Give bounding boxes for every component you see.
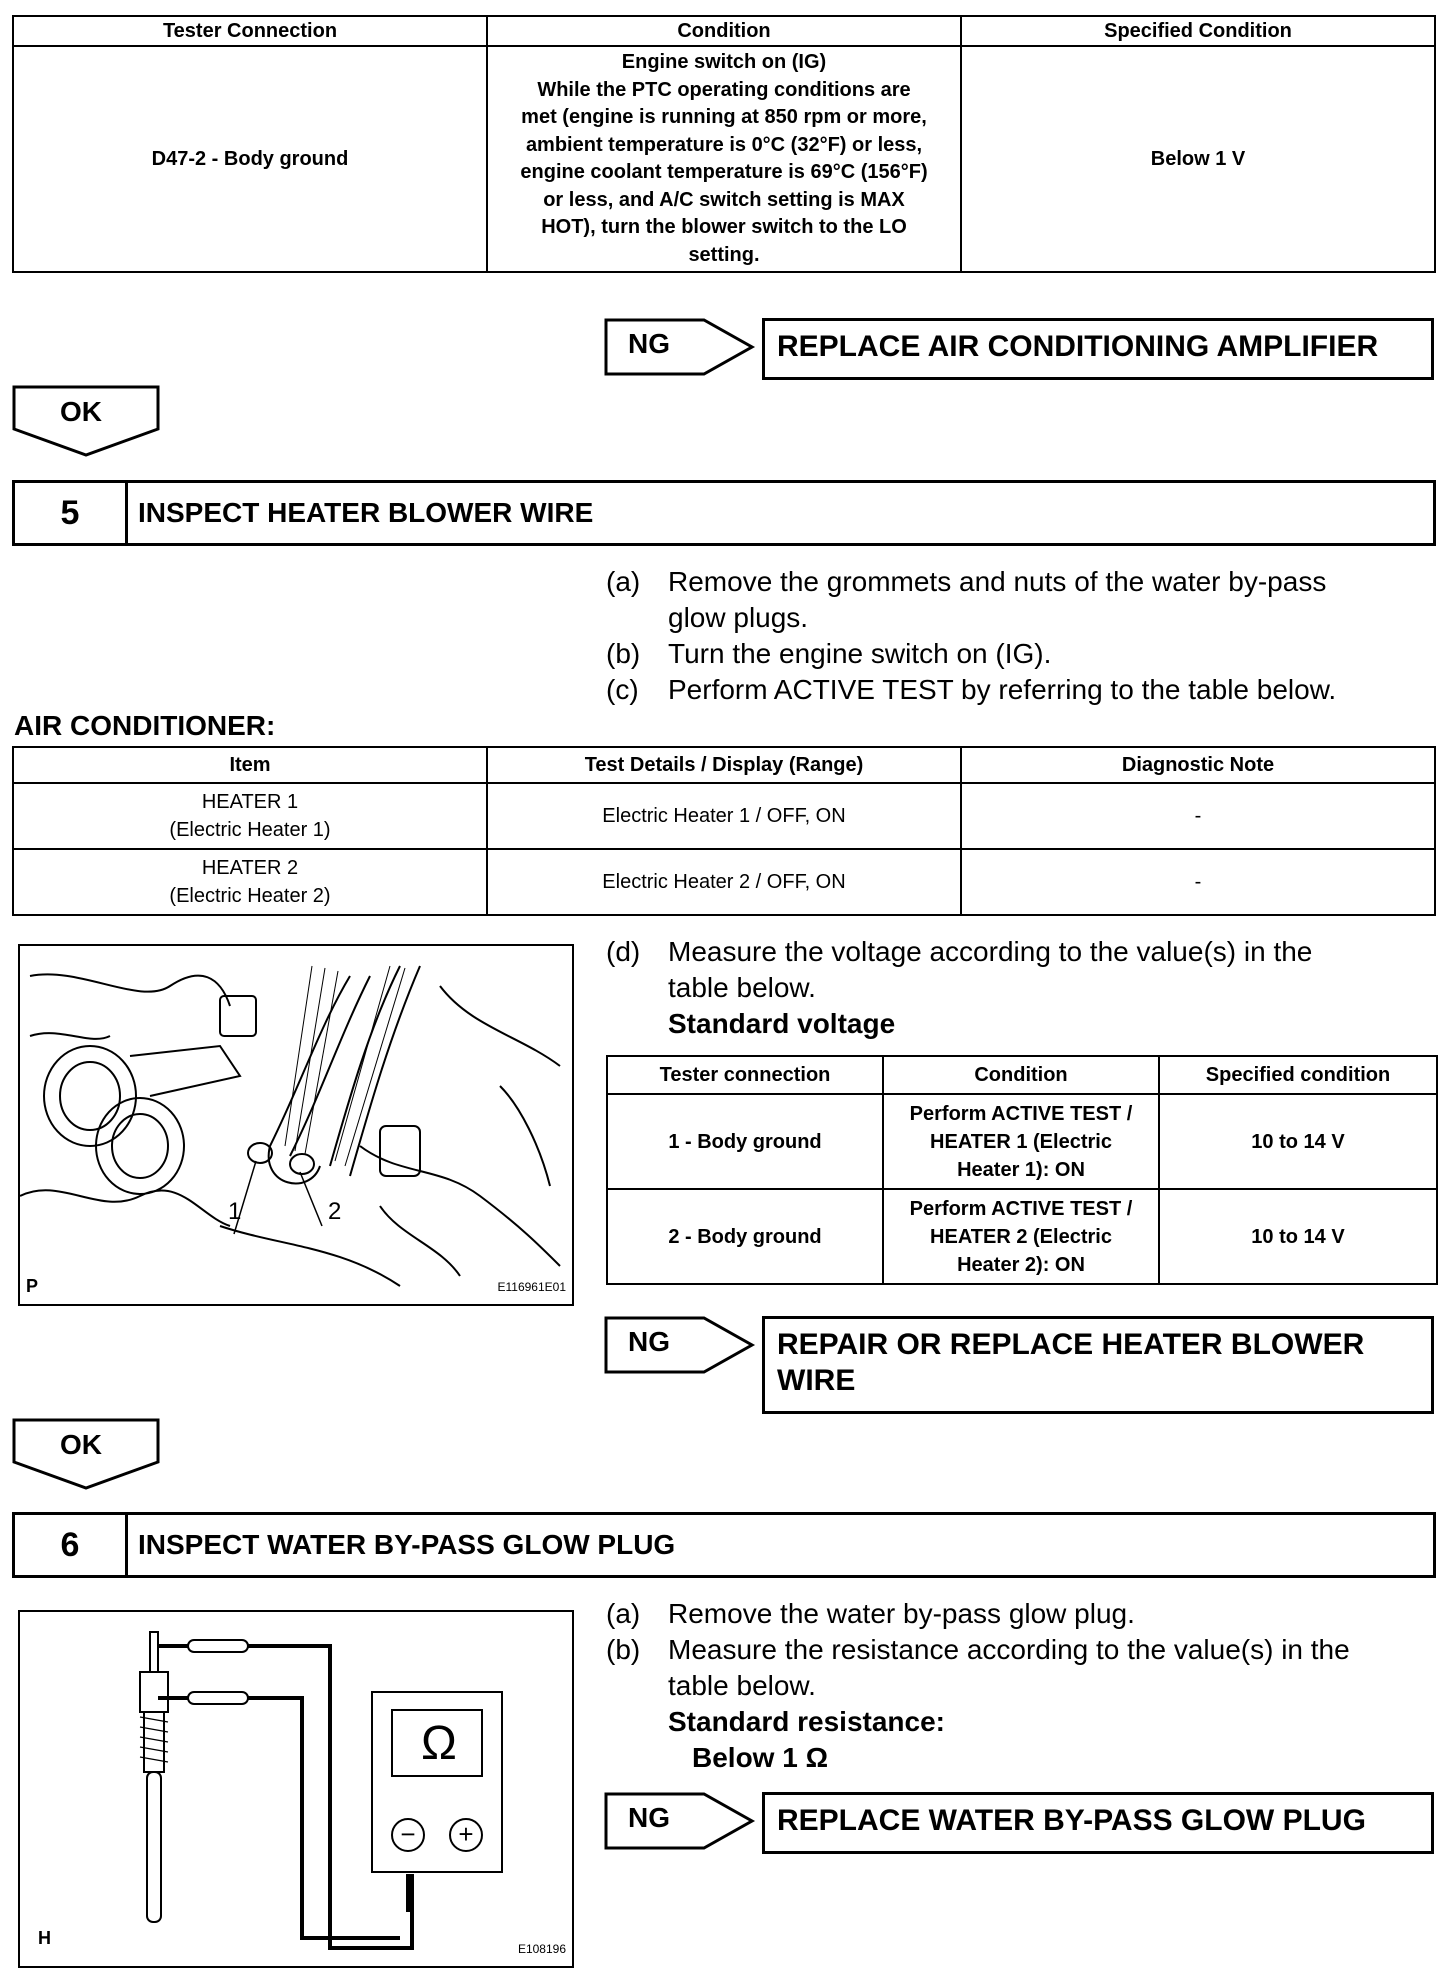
step-text: Measure the resistance according to the value(s) in the [668,1634,1350,1665]
ng-action-line: WIRE [777,1364,856,1397]
col-header: Tester Connection [13,16,487,46]
active-test-table [12,746,1436,916]
step-5-header [12,480,1436,546]
ohmmeter-illustration [20,1612,572,1966]
ok-label: OK [60,396,102,427]
ok-label: OK [60,1429,102,1460]
ng-arrow [604,1792,756,1850]
specified-condition: 10 to 14 V [1159,1094,1437,1189]
col-header: Test Details / Display (Range) [487,747,961,783]
callout-1: 1 [228,1198,242,1225]
item-cell [13,783,487,849]
ac-heading: AIR CONDITIONER: [14,710,276,741]
ng-action-line: REPAIR OR REPLACE HEATER BLOWER [777,1328,1365,1361]
step-label: (b) [606,1634,641,1665]
condition-line: Perform ACTIVE TEST / [909,1102,1133,1125]
step-title: INSPECT WATER BY-PASS GLOW PLUG [138,1529,676,1560]
ng-label: NG [628,328,670,359]
figure-letter: H [38,1928,51,1948]
step-5-d [606,934,1436,1042]
condition-line: met (engine is running at 850 rpm or more, [521,106,927,128]
tester-connection: 2 - Body ground [607,1189,883,1284]
standard-value: Below 1 Ω [692,1742,829,1773]
details-cell: Electric Heater 1 / OFF, ON [487,783,961,849]
step-6-header [12,1512,1436,1578]
ng-arrow [604,1316,756,1374]
condition-line: engine coolant temperature is 69°C (156°F) [520,161,928,183]
condition-line: While the PTC operating conditions are [537,78,911,101]
condition-cell [883,1189,1159,1284]
condition-line: Heater 1): ON [957,1158,1085,1181]
callout-2: 2 [328,1198,342,1225]
step-text: Remove the water by-pass glow plug. [668,1598,1135,1629]
standard-label: Standard voltage [668,1008,896,1039]
ohm-symbol: Ω [421,1717,457,1770]
figure-letter: P [26,1276,39,1296]
ng-arrow [604,318,756,376]
step-label: (a) [606,566,641,597]
step-text: Perform ACTIVE TEST by referring to the table below. [668,674,1337,705]
step-label: (d) [606,936,641,967]
ng-action-box [762,1316,1434,1414]
item-line: HEATER 2 [201,857,299,879]
ng-label: NG [628,1802,670,1833]
glow-plug-figure [18,1610,574,1968]
standard-label: Standard resistance: [668,1706,945,1737]
specified-condition: 10 to 14 V [1159,1189,1437,1284]
step-6-instructions [606,1596,1436,1776]
step-label: (a) [606,1598,641,1629]
details-cell: Electric Heater 2 / OFF, ON [487,849,961,915]
step-text: Turn the engine switch on (IG). [668,638,1052,669]
step-5-instructions [606,564,1436,708]
condition-line: or less, and A/C switch setting is MAX [543,188,905,211]
condition-line: HEATER 2 (Electric [930,1225,1112,1248]
figure-id: E108196 [517,1942,566,1956]
col-header: Tester connection [607,1056,883,1094]
step-text: table below. [668,972,816,1003]
step-text: glow plugs. [668,602,809,633]
heater-wire-figure [18,944,574,1306]
figure-id: E116961E01 [497,1280,566,1294]
ng-action-box: REPLACE AIR CONDITIONING AMPLIFIER [762,318,1434,380]
tester-connection: 1 - Body ground [607,1094,883,1189]
condition-line: setting. [688,243,760,266]
condition-line: ambient temperature is 0°C (32°F) or less, [525,133,923,156]
item-line: HEATER 1 [201,791,299,813]
step-text: Remove the grommets and nuts of the water by-pass [668,566,1327,597]
condition-cell [487,46,961,272]
condition-line: Perform ACTIVE TEST / [909,1197,1133,1220]
tester-table [12,15,1436,273]
ng-label: NG [628,1326,670,1357]
condition-line: HEATER 1 (Electric [930,1130,1112,1153]
condition-cell [883,1094,1159,1189]
col-header: Condition [883,1056,1159,1094]
item-line: (Electric Heater 1) [169,819,331,841]
col-header: Specified Condition [961,16,1435,46]
col-header: Item [13,747,487,783]
step-title: INSPECT HEATER BLOWER WIRE [138,497,594,528]
note-cell: - [961,783,1435,849]
condition-line: HOT), turn the blower switch to the LO [541,216,907,238]
item-line: (Electric Heater 2) [169,885,331,907]
step-text: Measure the voltage according to the value(s) in the [668,936,1313,967]
col-header: Condition [487,16,961,46]
minus-terminal: − [400,1819,416,1849]
plus-terminal: + [458,1819,474,1849]
step-number: 6 [15,1515,128,1575]
col-header: Specified condition [1159,1056,1437,1094]
tester-connection: D47-2 - Body ground [13,46,487,272]
voltage-table [606,1055,1438,1285]
item-cell [13,849,487,915]
col-header: Diagnostic Note [961,747,1435,783]
specified-condition: Below 1 V [961,46,1435,272]
step-label: (b) [606,638,641,669]
condition-line: Engine switch on (IG) [621,51,827,73]
condition-line: Heater 2): ON [957,1253,1085,1276]
engine-harness-illustration [20,946,572,1304]
note-cell: - [961,849,1435,915]
ng-action-box: REPLACE WATER BY-PASS GLOW PLUG [762,1792,1434,1854]
step-label: (c) [606,674,639,705]
step-text: table below. [668,1670,816,1701]
step-number: 5 [15,483,128,543]
